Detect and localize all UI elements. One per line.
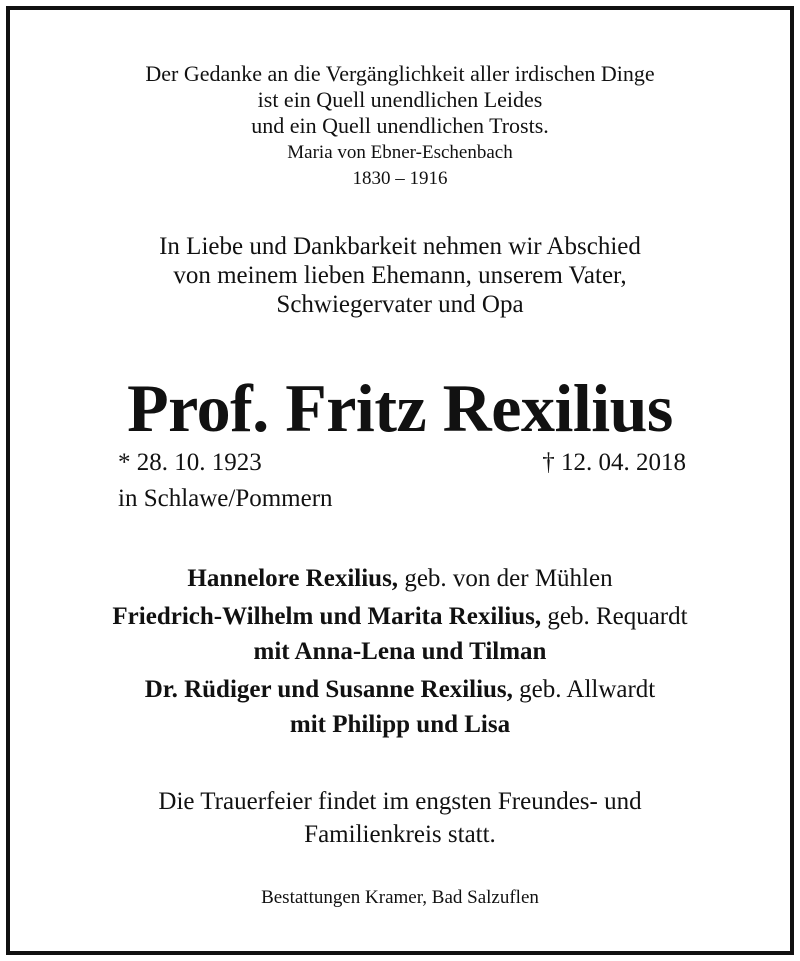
quote-line-1: Der Gedanke an die Vergänglichkeit aller irdischen Dinge — [145, 61, 655, 86]
quote-author: Maria von Ebner-Eschenbach — [287, 142, 513, 163]
closing-line-2: Familienkreis statt. — [304, 821, 496, 848]
death-date: † 12. 04. 2018 — [542, 449, 686, 476]
spouse-maiden-name: geb. von der Mühlen — [398, 565, 613, 592]
quote-line-3: und ein Quell unendlichen Trosts. — [251, 113, 549, 138]
intro-line-2: von meinem lieben Ehemann, unserem Vater, — [173, 262, 627, 289]
family-son2 — [10, 676, 790, 705]
birth-date: * 28. 10. 1923 — [118, 449, 262, 476]
quote-line-2: ist ein Quell unendlichen Leides — [257, 87, 543, 112]
family-son1-children — [10, 638, 790, 667]
deceased-name: Prof. Fritz Rexilius — [127, 370, 673, 446]
son1-names: Friedrich-Wilhelm und Marita Rexilius, — [112, 603, 542, 630]
son2-maiden-name: geb. Allwardt — [512, 676, 656, 703]
family-son2-children — [10, 711, 790, 740]
son2-names: Dr. Rüdiger und Susanne Rexilius, — [144, 676, 513, 703]
son1-maiden-name: geb. Requardt — [541, 603, 688, 630]
closing-line-1: Die Trauerfeier findet im engsten Freundes- und — [158, 788, 642, 815]
spouse-name: Hannelore Rexilius, — [187, 565, 399, 592]
family-spouse — [10, 565, 790, 594]
son2-children-names: mit Philipp und Lisa — [289, 711, 511, 738]
son1-children-names: mit Anna-Lena und Tilman — [253, 638, 547, 665]
intro-line-1: In Liebe und Dankbarkeit nehmen wir Abschied — [159, 233, 641, 260]
undertaker: Bestattungen Kramer, Bad Salzuflen — [261, 887, 539, 908]
quote-years: 1830 – 1916 — [352, 168, 448, 189]
family-son1 — [10, 603, 790, 632]
birth-place: in Schlawe/Pommern — [118, 485, 333, 512]
intro-line-3: Schwiegervater und Opa — [276, 291, 524, 318]
obituary-notice — [6, 6, 794, 955]
